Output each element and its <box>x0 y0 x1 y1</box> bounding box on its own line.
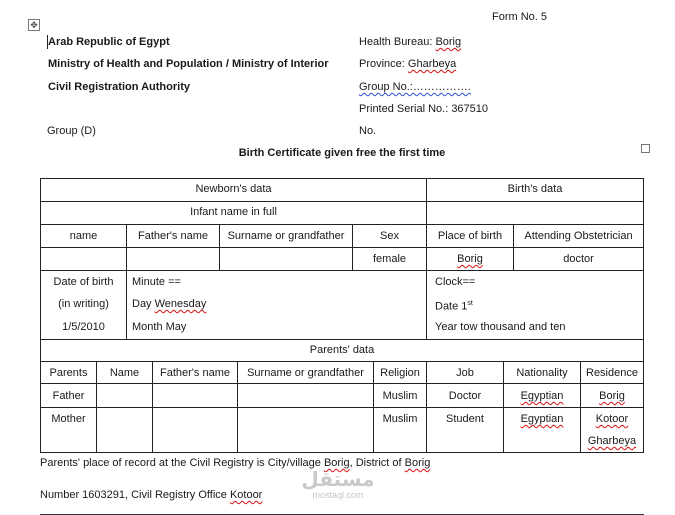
parents-section-header: Parents' data <box>309 344 375 356</box>
col-nationality: Nationality <box>516 367 568 379</box>
move-handle-icon[interactable]: ✥ <box>28 19 40 31</box>
certificate-title: Birth Certificate given free the first time <box>238 147 446 159</box>
col-religion: Religion <box>380 367 420 379</box>
col-sex: Sex <box>380 230 399 242</box>
record-number: No. <box>359 125 377 137</box>
col-fathers-name: Father's name <box>138 230 208 242</box>
newborn-section-header: Newborn's data <box>195 183 272 195</box>
attending-value: doctor <box>563 253 594 265</box>
in-writing-label: (in writing) <box>58 298 109 310</box>
father-religion: Muslim <box>382 390 418 402</box>
mother-religion: Muslim <box>382 413 418 425</box>
date-field: Date 1st <box>435 300 473 313</box>
place-of-record: Parents' place of record at the Civil Registry is City/village Borig, District of Borig <box>40 457 431 469</box>
col-place-of-birth: Place of birth <box>437 230 503 242</box>
mother-nationality: Egyptian <box>520 413 564 425</box>
father-residence: Borig <box>599 390 625 402</box>
birth-section-header: Birth's data <box>507 183 563 195</box>
sex-value: female <box>372 253 407 265</box>
registry-number: Number 1603291, Civil Registry Office Kotoor <box>40 489 263 501</box>
date-numeric: 1/5/2010 <box>62 321 105 333</box>
col-surname: Surname or grandfather <box>227 230 345 242</box>
father-job: Doctor <box>448 390 482 402</box>
month-field: Month May <box>132 321 187 333</box>
date-of-birth-label: Date of birth <box>53 276 114 288</box>
mother-residence-line2: Gharbeya <box>587 435 637 447</box>
year-field: Year tow thousand and ten <box>435 321 566 333</box>
place-of-birth-value: Borig <box>457 253 483 265</box>
watermark-logo: مستقل <box>301 469 375 491</box>
infant-name-header: Infant name in full <box>190 206 277 218</box>
province: Province: Gharbeya <box>359 58 457 70</box>
form-number: Form No. 5 <box>492 11 548 23</box>
header-authority: Civil Registration Authority <box>48 81 190 93</box>
mother-residence: Kotoor <box>595 413 629 425</box>
col-name: name <box>69 230 98 242</box>
mother-job: Student <box>446 413 484 425</box>
printed-serial: Printed Serial No.: 367510 <box>359 103 489 115</box>
father-label: Father <box>52 390 85 402</box>
header-ministry: Ministry of Health and Population / Ministry of Interior <box>48 58 329 70</box>
col-job: Job <box>456 367 474 379</box>
minute-field: Minute == <box>132 276 181 288</box>
mother-label: Mother <box>51 413 86 425</box>
col-parent-name: Name <box>109 367 140 379</box>
watermark-url: mostaql.com <box>312 490 364 500</box>
header-country: Arab Republic of Egypt <box>48 36 170 48</box>
group-number: Group No.:……………. <box>359 81 471 93</box>
day-field: Day Wenesday <box>132 298 207 310</box>
father-nationality: Egyptian <box>520 390 564 402</box>
col-residence: Residence <box>586 367 638 379</box>
col-parent-surname: Surname or grandfather <box>247 367 364 379</box>
col-attending: Attending Obstetrician <box>524 230 633 242</box>
clock-field: Clock== <box>435 276 476 288</box>
header-group: Group (D) <box>47 125 96 137</box>
col-parents: Parents <box>49 367 88 379</box>
col-parent-fathers-name: Father's name <box>160 367 230 379</box>
health-bureau: Health Bureau: Borig <box>359 36 462 48</box>
